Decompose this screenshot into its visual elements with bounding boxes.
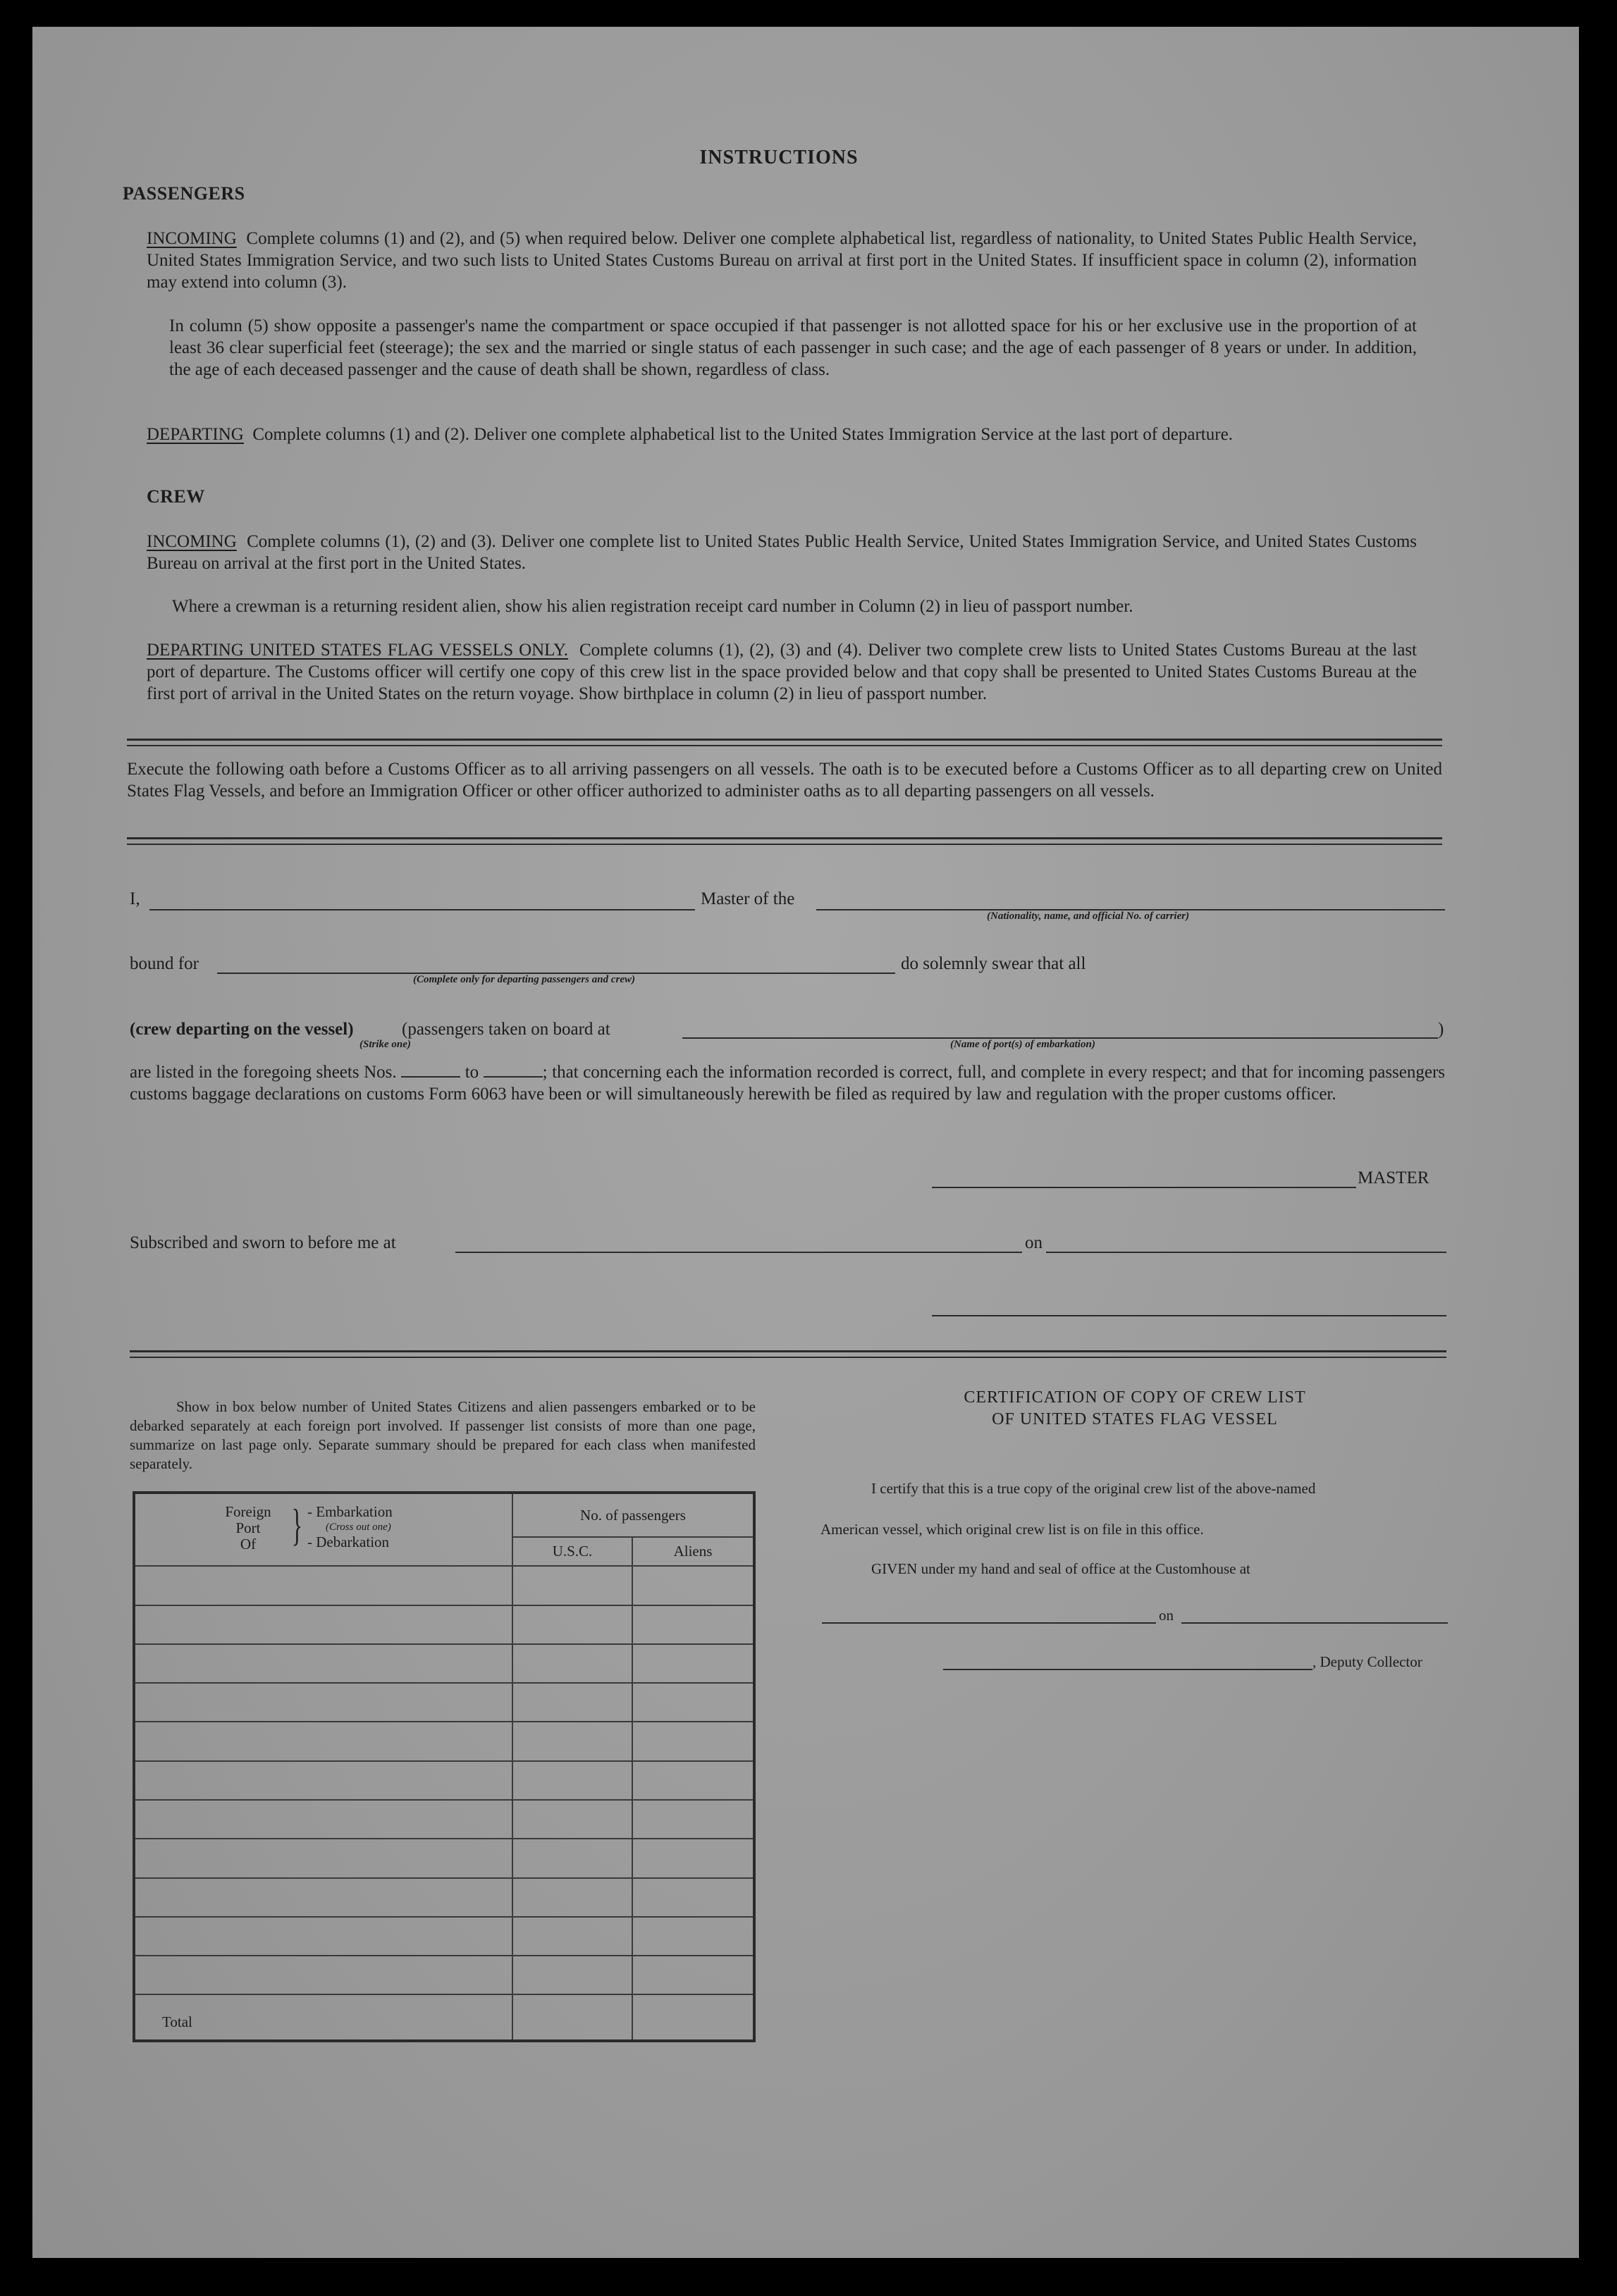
listed-to: to	[465, 1063, 479, 1082]
table-row	[134, 1566, 754, 1605]
usc-cell[interactable]	[512, 1800, 632, 1839]
certify-line1: I certify that this is a true copy of the original crew list of the above-named	[871, 1480, 1316, 1497]
port-cell[interactable]	[134, 1917, 512, 1956]
aliens-header: Aliens	[632, 1537, 754, 1566]
master-of-label: Master of the	[701, 889, 795, 908]
divider	[127, 745, 1442, 746]
table-row	[134, 1800, 754, 1839]
usc-cell[interactable]	[512, 1566, 632, 1605]
passengers-incoming-text: Complete columns (1) and (2), and (5) when required below. Deliver one complete alphabetical list, regardless of nationality, to United States Public Health Service, United States Immigration Service, and two such lists to United States Customs Bureau on arrival at first port in the United States. If insufficient space in column (2), information may extend into column (3).	[147, 229, 1417, 292]
port-cell[interactable]	[134, 1839, 512, 1877]
usc-cell[interactable]	[512, 1644, 632, 1683]
page-title: INSTRUCTIONS	[699, 147, 859, 168]
certification-heading-line2: OF UNITED STATES FLAG VESSEL	[992, 1410, 1278, 1428]
listed-text: ; that concerning each the information recorded is correct, full, and complete in every respect; and that for incoming passengers customs baggage declarations on customs Form 6063 have been or will simultaneously herewith be filed as required by law and regulation with the proper customs officer.	[130, 1063, 1446, 1104]
port-cell[interactable]	[134, 1761, 512, 1800]
usc-cell[interactable]	[512, 1917, 632, 1956]
oath-intro: Execute the following oath before a Customs Officer as to all arriving passengers on all vessels. The oath is to be executed before a Customs Officer as to all departing crew on United States Flag Vessels, and before an Immigration Officer or other officer authorized to administer oaths as to all departing passengers on all vessels.	[127, 760, 1442, 801]
total-label: Total	[134, 1994, 512, 2041]
aliens-cell[interactable]	[632, 1566, 754, 1605]
foreign-port-of	[213, 1504, 283, 1553]
bound-for-label: bound for	[130, 954, 199, 973]
usc-cell[interactable]	[512, 1761, 632, 1800]
certification-heading	[832, 1387, 1438, 1431]
foreign-label: Foreign	[225, 1503, 271, 1520]
master-signature-field[interactable]	[932, 1187, 1356, 1188]
table-row	[134, 1644, 754, 1683]
port-cell[interactable]	[134, 1605, 512, 1644]
aliens-cell[interactable]	[632, 1800, 754, 1839]
oath-i-label: I,	[130, 889, 140, 908]
passengers-departing-paragraph	[147, 424, 1417, 445]
certification-heading-line1: CERTIFICATION OF COPY OF CREW LIST	[964, 1388, 1306, 1407]
sheet-from-field[interactable]	[401, 1062, 460, 1078]
aliens-cell[interactable]	[632, 1761, 754, 1800]
table-row	[134, 1761, 754, 1800]
passengers-incoming-paragraph	[147, 228, 1417, 293]
sheet-to-field[interactable]	[484, 1062, 543, 1078]
port-label: Port	[235, 1519, 261, 1536]
aliens-cell[interactable]	[632, 1605, 754, 1644]
listed-prefix: are listed in the foregoing sheets Nos.	[130, 1063, 397, 1082]
usc-cell[interactable]	[512, 1839, 632, 1877]
listed-paragraph	[130, 1061, 1445, 1105]
subscribed-place-field[interactable]	[455, 1252, 1022, 1253]
port-cell[interactable]	[134, 1683, 512, 1722]
crew-resident-paragraph: Where a crewman is a returning resident alien, show his alien registration receipt card number in Column (2) in lieu of passport number.	[172, 597, 1133, 616]
port-cell[interactable]	[134, 1956, 512, 1994]
aliens-cell[interactable]	[632, 1644, 754, 1683]
close-paren: )	[1438, 1020, 1444, 1039]
usc-header: U.S.C.	[512, 1537, 632, 1566]
passengers-departing-text: Complete columns (1) and (2). Deliver one complete alphabetical list to the United States Immigration Service at the last port of departure.	[252, 425, 1233, 444]
port-cell[interactable]	[134, 1878, 512, 1917]
table-row	[134, 1956, 754, 1994]
usc-cell[interactable]	[512, 1605, 632, 1644]
table-row	[134, 1878, 754, 1917]
table-row	[134, 1605, 754, 1644]
usc-cell[interactable]	[512, 1683, 632, 1722]
aliens-cell[interactable]	[632, 1683, 754, 1722]
subscribed-label: Subscribed and sworn to before me at	[130, 1233, 396, 1252]
passengers-heading: PASSENGERS	[123, 183, 245, 204]
aliens-cell[interactable]	[632, 1839, 754, 1877]
embark-debark-options	[307, 1504, 393, 1550]
cert-on-label: on	[1159, 1607, 1174, 1624]
bound-caption: (Complete only for departing passengers and crew)	[413, 974, 635, 985]
passengers-taken-option: (passengers taken on board at	[402, 1020, 610, 1039]
passenger-summary-table	[133, 1491, 756, 2042]
crew-incoming-label: INCOMING	[147, 532, 237, 551]
officer-signature-field[interactable]	[932, 1315, 1446, 1316]
divider	[130, 1357, 1446, 1358]
usc-cell[interactable]	[512, 1956, 632, 1994]
crew-departing-label: DEPARTING UNITED STATES FLAG VESSELS ONLY.	[147, 641, 569, 660]
crew-departing-paragraph	[147, 639, 1417, 705]
carrier-caption: (Nationality, name, and official No. of carrier)	[987, 911, 1190, 922]
table-row	[134, 1683, 754, 1722]
embarkation-option: - Embarkation	[307, 1503, 393, 1520]
deputy-collector-label: , Deputy Collector	[1312, 1653, 1422, 1670]
subscribed-date-field[interactable]	[1046, 1252, 1446, 1253]
aliens-cell[interactable]	[632, 1878, 754, 1917]
port-cell[interactable]	[134, 1566, 512, 1605]
master-label: MASTER	[1358, 1168, 1430, 1187]
passengers-incoming-label: INCOMING	[147, 229, 237, 248]
usc-cell[interactable]	[512, 1878, 632, 1917]
total-aliens-cell[interactable]	[632, 1994, 754, 2041]
debarkation-option: - Debarkation	[307, 1533, 390, 1550]
certify-line2: American vessel, which original crew list is on file in this office.	[820, 1521, 1204, 1538]
port-cell[interactable]	[134, 1800, 512, 1839]
divider	[127, 844, 1442, 845]
divider	[127, 837, 1442, 839]
crew-incoming-paragraph	[147, 531, 1417, 574]
of-label: Of	[240, 1536, 257, 1553]
aliens-cell[interactable]	[632, 1917, 754, 1956]
table-row	[134, 1917, 754, 1956]
customhouse-field[interactable]	[822, 1622, 1156, 1624]
swear-text: do solemnly swear that all	[901, 954, 1086, 973]
crew-departing-option: (crew departing on the vessel)	[130, 1020, 354, 1039]
brace-glyph: }	[291, 1500, 303, 1550]
summary-instructions: Show in box below number of United States Citizens and alien passengers embarked or to be debarked separately at each foreign port involved. If passenger list consists of more than one page, summarize on last page only. Separate summary should be prepared for each class when manifested separately.	[130, 1398, 756, 1472]
total-usc-cell[interactable]	[512, 1994, 632, 2041]
passengers-departing-label: DEPARTING	[147, 425, 244, 444]
port-header-cell	[134, 1493, 512, 1566]
usc-cell[interactable]	[512, 1722, 632, 1760]
aliens-cell[interactable]	[632, 1722, 754, 1760]
crew-departing-text: Complete columns (1), (2), (3) and (4). Deliver two complete crew lists to United States Customs Bureau at the last port of departure. The Customs officer will certify one copy of this crew list in the space provided below and that copy shall be presented to United States Customs Bureau at the first port of arrival in the United States on the return voyage. Show birthplace in column (2) in lieu of passport number.	[147, 641, 1417, 703]
divider	[130, 1350, 1446, 1352]
given-text: GIVEN under my hand and seal of office at the Customhouse at	[871, 1560, 1250, 1577]
port-cell[interactable]	[134, 1644, 512, 1683]
embark-caption: (Name of port(s) of embarkation)	[950, 1039, 1095, 1050]
deputy-signature-field[interactable]	[943, 1669, 1312, 1670]
crew-heading: CREW	[147, 486, 205, 507]
master-name-field[interactable]	[149, 909, 695, 911]
cert-date-field[interactable]	[1181, 1622, 1448, 1624]
aliens-cell[interactable]	[632, 1956, 754, 1994]
passengers-column5-paragraph: In column (5) show opposite a passenger's name the compartment or space occupied if that passenger is not allotted space for his or her exclusive use in the proportion of at least 36 clear superficial feet (steerage); the sex and the married or single status of each passenger in such case; and the age of each passenger of 8 years or under. In addition, the age of each deceased passenger and the cause of death shall be shown, regardless of class.	[169, 316, 1417, 379]
cross-out-caption: (Cross out one)	[326, 1522, 391, 1533]
divider	[127, 739, 1442, 741]
no-passengers-header: No. of passengers	[512, 1493, 754, 1537]
table-row	[134, 1722, 754, 1760]
strike-one-caption: (Strike one)	[359, 1039, 411, 1050]
subscribed-on-label: on	[1025, 1233, 1043, 1252]
port-cell[interactable]	[134, 1722, 512, 1760]
crew-incoming-text: Complete columns (1), (2) and (3). Deliver one complete list to United States Public Health Service, United States Immigration Service, and United States Customs Bureau on arrival at the first port in the United States.	[147, 532, 1418, 573]
table-row	[134, 1839, 754, 1877]
